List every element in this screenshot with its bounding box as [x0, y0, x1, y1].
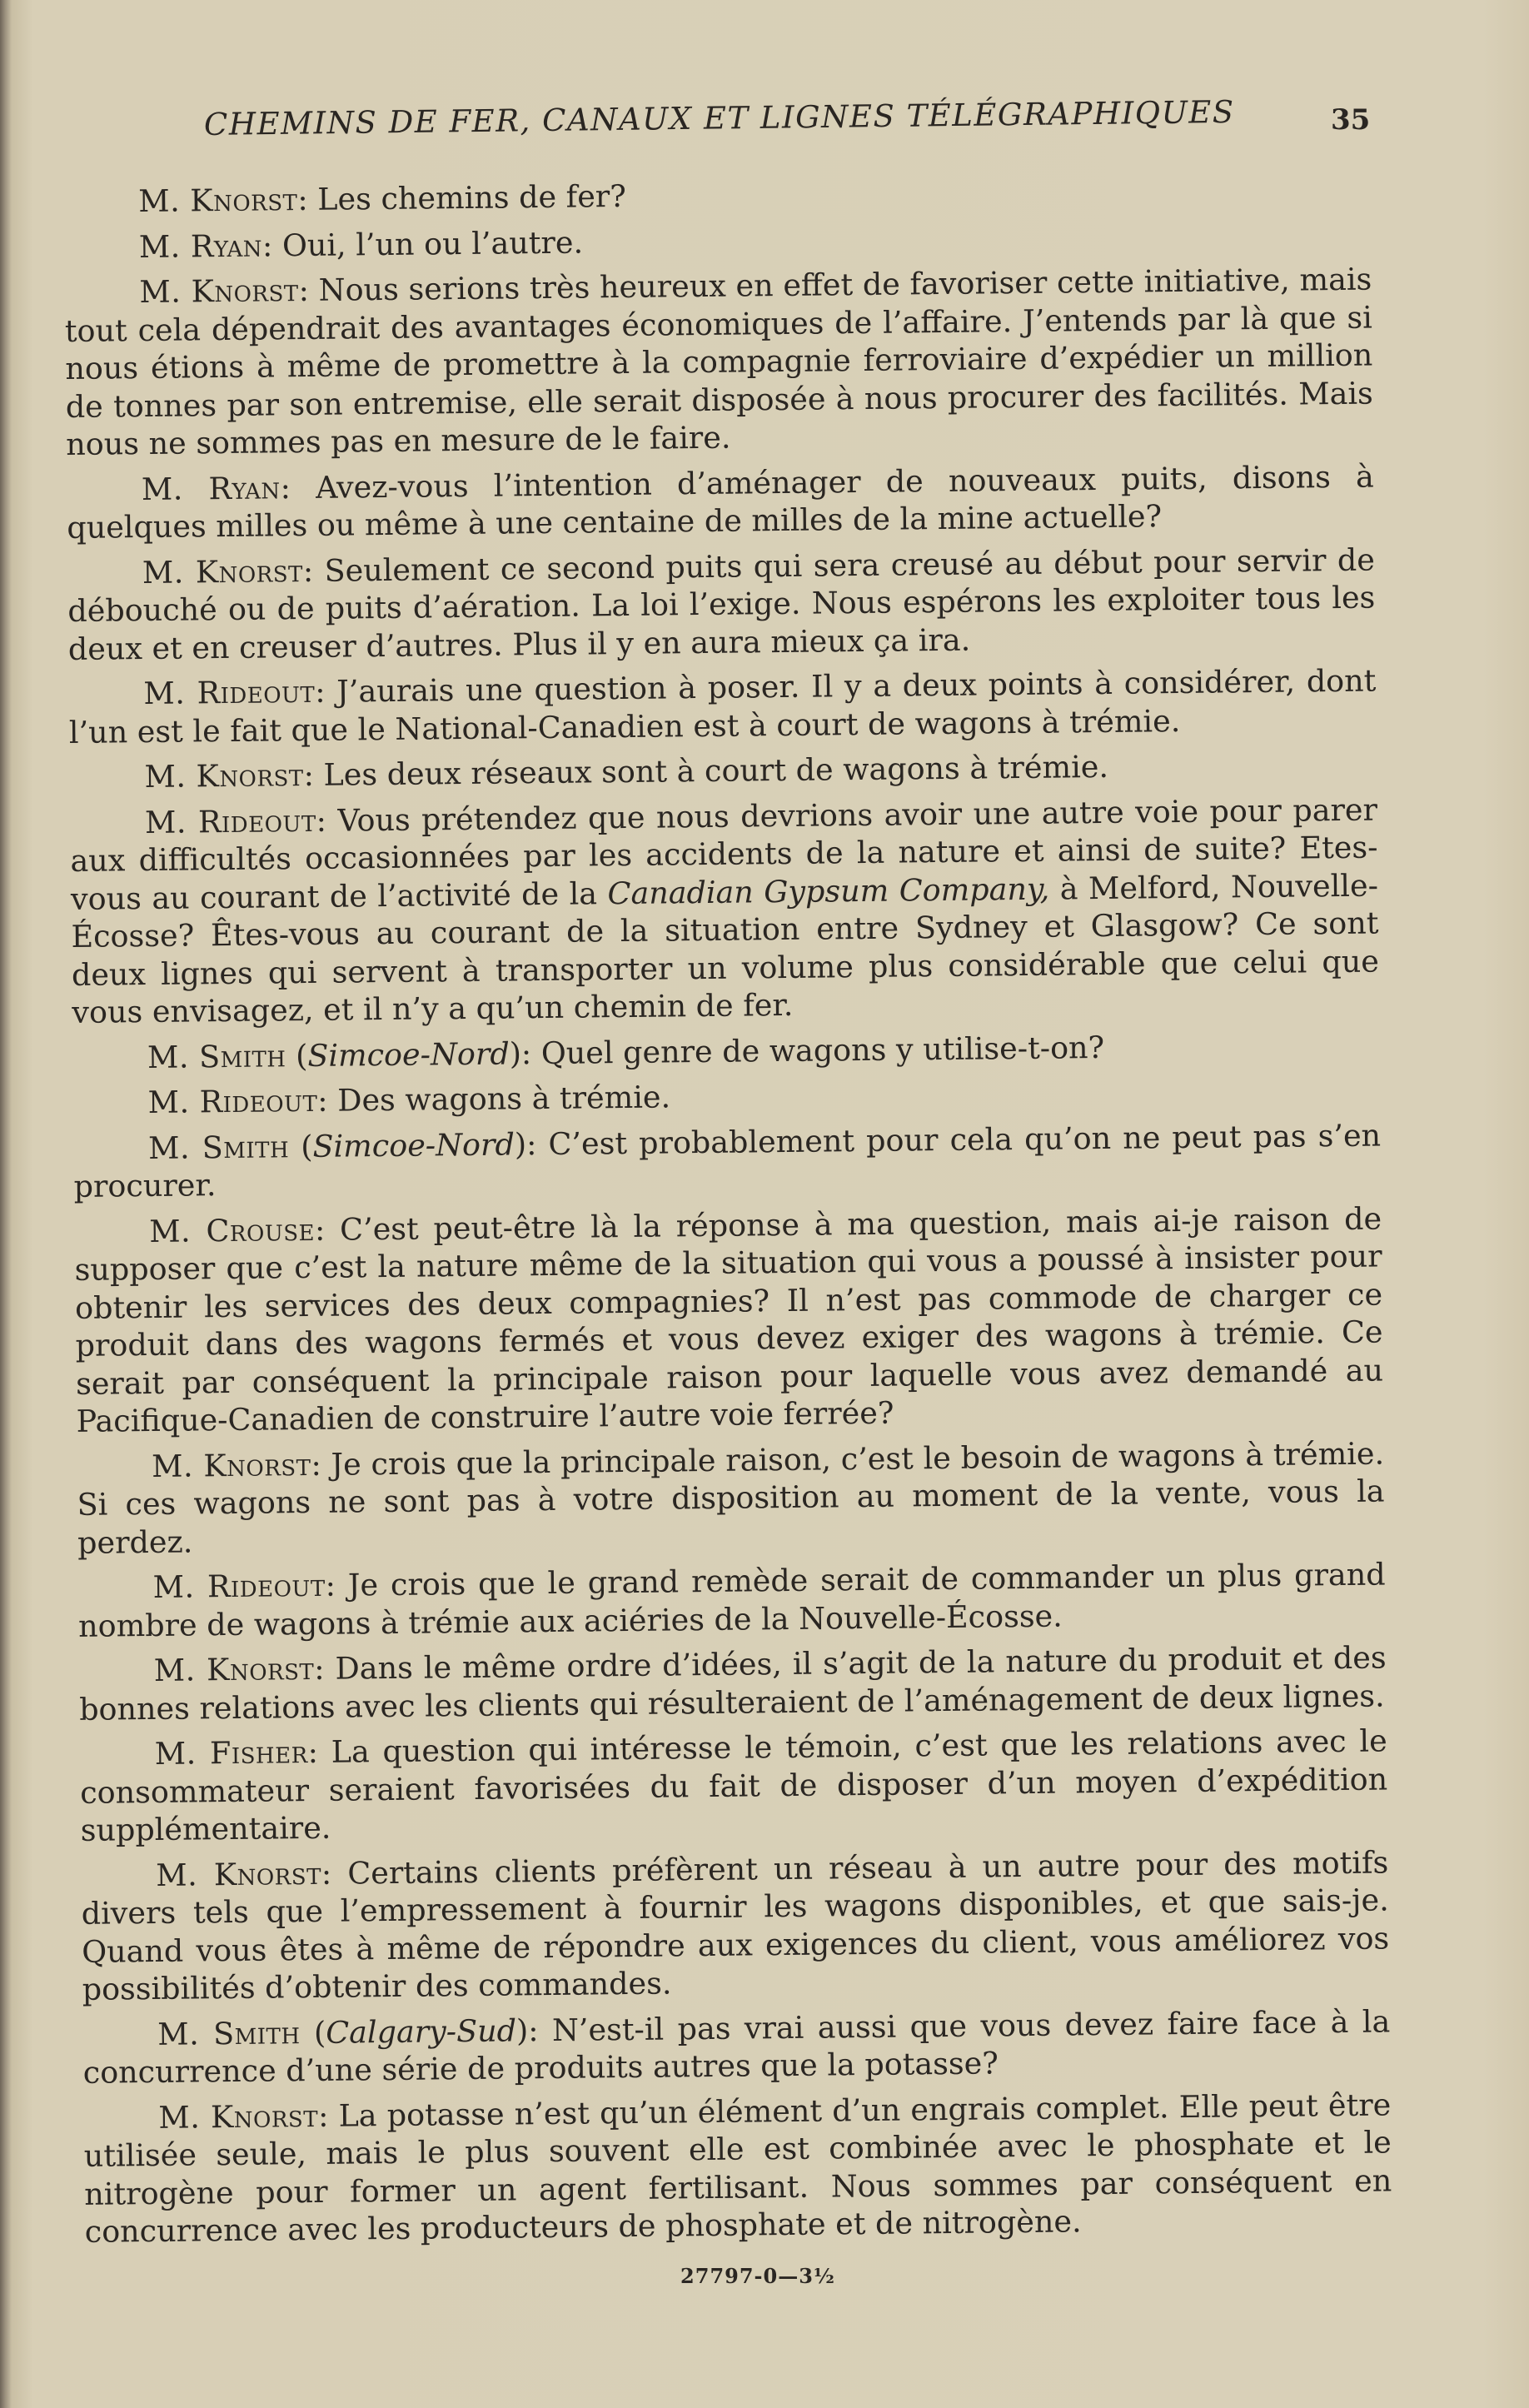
paragraph: M. Fisher: La question qui intéresse le témoin, c’est que les relations avec le consommateur seraient favorisées du fait de disposer d’un moyen d’expédition supplémentaire.: [80, 1722, 1388, 1848]
speaker-name: M. Knorst: [151, 1446, 311, 1484]
running-title: CHEMINS DE FER, CANAUX ET LIGNES TÉLÉGRAPHIQUES: [203, 93, 1235, 142]
paragraph-text: La potasse n’est qu’un élément d’un engrais complet. Elle peut être utilisée seule, mais le plus souvent elle est combinée avec le phosphate et le nitrogène pour former un agent fertilisant. Nous sommes par conséquent en concurrence avec les producteurs de phosphate et de nitrogène.: [83, 2086, 1392, 2250]
paragraph: M. Rideout: Des wagons à trémie.: [147, 1079, 671, 1120]
paragraph: M. Rideout: J’aurais une question à poser. Il y a deux points à considérer, dont l’un est le fait que le National-Canadien est à court de wagons à trémie.: [68, 662, 1377, 750]
riding-name: Simcoe-Nord: [307, 1034, 510, 1074]
speaker-name: M. Rideout: [143, 673, 316, 712]
paragraph: M. Knorst: Seulement ce second puits qui sera creusé au début pour servir de débouché ou de puits d’aération. La loi l’exige. Nous espérons les exploiter tous les deux et en creuser d’autres. Plus il y en aura mieux ça ira.: [67, 541, 1376, 667]
speaker-name: M. Knorst: [138, 182, 298, 220]
paragraph-text: Des wagons à trémie.: [336, 1079, 671, 1119]
paragraph-text: Avez-vous l’intention d’aménager de nouveaux puits, disons à quelques milles ou même à une centaine de milles de la mine actuelle?: [67, 458, 1375, 546]
paragraph-text: Quel genre de wagons y utilise-t-on?: [540, 1029, 1105, 1071]
paragraph: M. Knorst: La potasse n’est qu’un élément d’un engrais complet. Elle peut être utilisée seule, mais le plus souvent elle est combinée avec le phosphate et le nitrogène pour former un agent fertilisant. Nous sommes par conséquent en concurrence avec les producteurs de phosphate et de nitrogène.: [83, 2086, 1392, 2250]
speaker-name: M. Rideout: [152, 1567, 326, 1605]
paragraph-text: Dans le même ordre d’idées, il s’agit de la nature du produit et des bonnes relations avec les clients qui résulteraient de l’aménagement de deux lignes.: [78, 1639, 1387, 1727]
paragraph-text: Je crois que le grand remède serait de commander un plus grand nombre de wagons à trémie aux aciéries de la Nouvelle-Écosse.: [77, 1556, 1386, 1644]
paragraph: M. Knorst: Les chemins de fer?: [138, 177, 627, 220]
paragraph: M. Knorst: Dans le même ordre d’idées, il s’agit de la nature du produit et des bonnes relations avec les clients qui résulteraient de l’aménagement de deux lignes.: [78, 1639, 1387, 1727]
paragraph: M. Rideout: Vous prétendez que nous devrions avoir une autre voie pour parer aux difficultés occasionnées par les accidents de la nature et ainsi de suite? Etes-vous au courant de l’activité de la Canadian Gypsum Company, à Melford, Nouvelle-Écosse? Êtes-vous au courant de la situation entre Sydney et Glasgow? Ce sont deux lignes qui servent à transporter un volume plus considérable que celui que vous envisagez, et il n’y a qu’un chemin de fer.: [70, 791, 1380, 1030]
paragraph-text: Certains clients préfèrent un réseau à un autre pour des motifs divers tels que l’empressement à fournir les wagons disponibles, et que sais-je. Quand vous êtes à même de répondre aux exigences du client, vous améliorez vos possibilités d’obtenir des commandes.: [81, 1843, 1390, 2007]
printer-signature: 27797-0—3½: [680, 2264, 835, 2288]
paragraph-text: Oui, l’un ou l’autre.: [281, 223, 584, 263]
paragraph: M. Rideout: Je crois que le grand remède serait de commander un plus grand nombre de wagons à trémie aux aciéries de la Nouvelle-Écosse.: [77, 1556, 1386, 1644]
speaker-name: M. Knorst: [142, 552, 304, 591]
speaker-name: M. Smith: [147, 1128, 290, 1166]
speaker-name: M. Ryan: [138, 227, 263, 265]
speaker-name: M. Knorst: [153, 1650, 315, 1688]
company-name: Canadian Gypsum Company,: [607, 870, 1050, 911]
paragraph: M. Smith (Calgary-Sud): N’est-il pas vrai aussi que vous devez faire face à la concurrence d’une série de produits autres que la potasse?: [82, 2002, 1391, 2091]
paragraph-text: Je crois que la principale raison, c’est le besoin de wagons à trémie. Si ces wagons ne sont pas à votre disposition au moment de la vente, vous la perdez.: [77, 1434, 1385, 1561]
paragraph: M. Smith (Simcoe-Nord): Quel genre de wagons y utilise-t-on?: [147, 1029, 1105, 1075]
speaker-name: M. Rideout: [144, 802, 316, 840]
transcript-body: [63, 170, 1392, 2259]
paragraph: M. Crouse: C’est peut-être là la réponse à ma question, mais ai-je raison de supposer que c’est la nature même de la situation qui vous a poussé à insister pour obtenir les services des deux compagnies? Il n’est pas commode de charger ce produit dans des wagons fermés et vous devez exiger des wagons à trémie. Ce serait par conséquent la principale raison pour laquelle vous avez demandé au Pacifique-Canadien de construire l’autre voie ferrée?: [74, 1199, 1384, 1439]
speaker-name: M. Smith: [157, 2014, 301, 2052]
paragraph-text: Seulement ce second puits qui sera creusé au début pour servir de débouché ou de puits d’aération. La loi l’exige. Nous espérons les exploiter tous les deux et en creuser d’autres. Plus il y en aura mieux ça ira.: [67, 541, 1376, 667]
paragraph-text: Les deux réseaux sont à court de wagons à trémie.: [323, 748, 1109, 793]
speaker-name: M. Fisher: [154, 1734, 308, 1772]
paragraph: M. Ryan: Avez-vous l’intention d’aménager de nouveaux puits, disons à quelques milles ou même à une centaine de milles de la mine actuelle?: [67, 458, 1375, 546]
page-header: [0, 93, 1529, 148]
paragraph: M. Knorst: Certains clients préfèrent un réseau à un autre pour des motifs divers tels que l’empressement à fournir les wagons disponibles, et que sais-je. Quand vous êtes à même de répondre aux exigences du client, vous améliorez vos possibilités d’obtenir des commandes.: [81, 1843, 1390, 2007]
paragraph: M. Knorst: Nous serions très heureux en effet de favoriser cette initiative, mais tout cela dépendrait des avantages économiques de l’affaire. J’entends par là que si nous étions à même de promettre à la compagnie ferroviaire d’expédier un million de tonnes par son entremise, elle serait disposée à nous procurer des facilités. Mais nous ne sommes pas en mesure de le faire.: [64, 261, 1373, 462]
paragraph-text: Nous serions très heureux en effet de favoriser cette initiative, mais tout cela dépendrait des avantages économiques de l’affaire. J’entends par là que si nous étions à même de promettre à la compagnie ferroviaire d’expédier un million de tonnes par son entremise, elle serait disposée à nous procurer des facilités. Mais nous ne sommes pas en mesure de le faire.: [64, 261, 1373, 462]
speaker-name: M. Knorst: [144, 757, 304, 795]
paragraph-text: J’aurais une question à poser. Il y a deux points à considérer, dont l’un est le fait que le National-Canadien est à court de wagons à trémie.: [68, 662, 1377, 750]
speaker-name: M. Knorst: [139, 272, 299, 311]
page-footer: [0, 2264, 1529, 2288]
paragraph-text: à Melford, Nouvelle-Écosse? Êtes-vous au courant de la situation entre Sydney et Glasgow? Ce sont deux lignes qui servent à transporter un volume plus considérable que celui que vous envisagez, et il n’y a qu’un chemin de fer.: [71, 867, 1380, 1030]
paragraph-text: C’est probablement pour cela qu’on ne peut pas s’en procurer.: [73, 1116, 1382, 1204]
paragraph: M. Knorst: Je crois que la principale raison, c’est le besoin de wagons à trémie. Si ces wagons ne sont pas à votre disposition au moment de la vente, vous la perdez.: [77, 1434, 1385, 1561]
paragraph-text: Vous prétendez que nous devrions avoir une autre voie pour parer aux difficultés occasionnées par les accidents de la nature et ainsi de suite? Etes-vous au courant de l’activité de la: [70, 791, 1378, 917]
paragraph-text: La question qui intéresse le témoin, c’est que les relations avec le consommateur seraient favorisées du fait de disposer d’un moyen d’expédition supplémentaire.: [80, 1722, 1388, 1848]
speaker-name: M. Knorst: [158, 2097, 319, 2136]
paragraph-text: Les chemins de fer?: [317, 177, 627, 217]
speaker-name: M. Knorst: [156, 1855, 322, 1893]
paragraph: M. Knorst: Les deux réseaux sont à court de wagons à trémie.: [144, 748, 1109, 795]
speaker-name: M. Crouse: [148, 1211, 316, 1249]
page-number: 35: [1331, 103, 1371, 137]
speaker-name: M. Ryan: [141, 469, 281, 507]
riding-name: Simcoe-Nord: [312, 1125, 515, 1164]
paragraph: M. Ryan: Oui, l’un ou l’autre.: [138, 223, 584, 265]
riding-name: Calgary-Sud: [326, 2012, 517, 2051]
speaker-name: M. Rideout: [147, 1082, 318, 1120]
paragraph-text: C’est peut-être là la réponse à ma question, mais ai-je raison de supposer que c’est la nature même de la situation qui vous a poussé à insister pour obtenir les services des deux compagnies? Il n’est pas commode de charger ce produit dans des wagons fermés et vous devez exiger des wagons à trémie. Ce serait par conséquent la principale raison pour laquelle vous avez demandé au Pacifique-Canadien de construire l’autre voie ferrée?: [74, 1199, 1384, 1439]
speaker-name: M. Smith: [147, 1037, 286, 1075]
paragraph-text: N’est-il pas vrai aussi que vous devez faire face à la concurrence d’une série de produits autres que la potasse?: [82, 2002, 1391, 2091]
paragraph: M. Smith (Simcoe-Nord): C’est probablement pour cela qu’on ne peut pas s’en procurer.: [73, 1116, 1382, 1204]
